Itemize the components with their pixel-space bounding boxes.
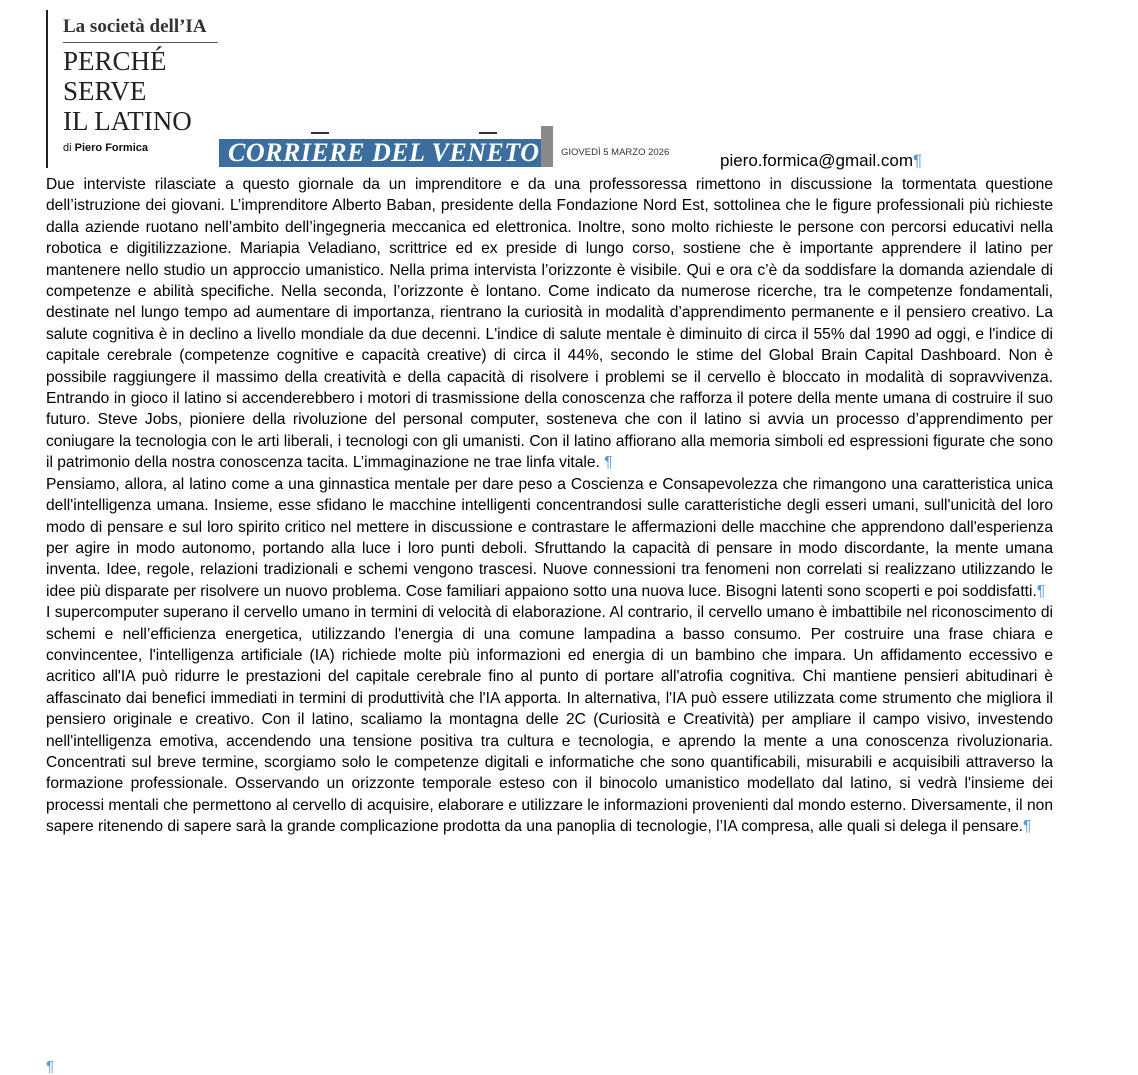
kicker-divider <box>63 42 218 43</box>
end-pilcrow-icon: ¶ <box>46 1058 55 1075</box>
masthead-title: CORRIERE DEL VENETO <box>228 138 540 167</box>
author-email[interactable] <box>720 151 922 171</box>
masthead-tick <box>311 132 329 134</box>
headline-line-3: IL LATINO <box>63 106 192 136</box>
byline-author: Piero Formica <box>74 142 148 154</box>
newspaper-clipping-header <box>46 10 220 168</box>
masthead-tick <box>479 132 497 134</box>
paragraph <box>46 474 1053 602</box>
paragraph-text: Due interviste rilasciate a questo giornale da un imprenditore e da una professoressa rimettono in discussione la tormentata questione dell’istruzione dei giovani. L’imprenditore Alberto Baban, presidente della Fondazione Nord Est, sottolinea che le figure professionali più richieste dalla aziende ruotano nell’ambito dell’ingegneria meccanica ed elettronica. Inoltre, sono molto richieste le persone con percorsi educativi nella robotica e digitilizzazione. Mariapia Veladiano, scrittrice ed ex preside di lungo corso, sostiene che è importante apprendere il latino per mantenere nello studio un approccio umanistico. Nella prima intervista l’orizzonte è visibile. Qui e ora c’è da soddisfare la domanda aziendale di competenze e abilità specifiche. Nella seconda, l’orizzonte è lontano. Come indicato da numerose ricerche, tra le competenze fondamentali, destinate nel lungo tempo ad aumentare di importanza, rientrano la curiosità in modalità d’apprendimento permanente e il pensiero creativo. La salute cognitiva è in declino a livello mondiale da due decenni. L'indice di salute mentale è diminuito di circa il 55% dal 1990 ad oggi, e l'indice di capitale cerebrale (competenze cognitive e capacità creative) di circa il 44%, secondo le stime del Global Brain Capital Dashboard. Non è possibile raggiungere il massimo della creatività e della capacità di risolvere i problemi se il cervello è bloccato in modalità di sopravvivenza. Entrando in gioco il latino si accenderebbero i motori di trasmissione della conoscenza che rafforza il potere della mente umana di costruire il suo futuro. Steve Jobs, pioniere della rivoluzione del personal computer, sosteneva che con il latino si avvia un processo d’apprendimento per coniugare la tecnologia con le arti liberali, i tecnologi con gli umanisti. Con il latino affiorano alla memoria simboli ed espressioni figurate che sono il patrimonio della nostra conoscenza tacita. L’immaginazione ne trae linfa vitale. <box>46 176 1053 472</box>
paragraph <box>46 174 1053 474</box>
byline <box>63 142 148 154</box>
pilcrow-icon: ¶ <box>604 454 613 472</box>
pilcrow-icon: ¶ <box>1022 818 1032 836</box>
section-kicker: La società dell’IA <box>63 16 207 37</box>
publication-date: GIOVEDÌ 5 MARZO 2026 <box>561 147 670 158</box>
paragraph-text: Pensiamo, allora, al latino come a una ginnastica mentale per dare peso a Coscienza e Consapevolezza che rimangono una caratteristica unica dell'intelligenza umana. Insieme, esse sfidano le macchine intelligenti concentrandosi sulle caratteristiche degli esseri umani, sull'unicità del loro modo di pensare e sul loro spirito critico nel mettere in discussione e contrastare le affermazioni delle macchine che apprendono dall'esperienza per agire in modo autonomo, portando alla luce i loro punti deboli. Sfruttando la capacità di pensare in modo discordante, la mente umana inventa. Idee, regole, relazioni tradizionali e schemi vengono trascesi. Nuove connessioni tra fenomeni non correlati si realizzano utilizzando le idee più disparate per risolvere un nuovo problema. Cose familiari appaiono sotto una nuova luce. Bisogni latenti sono scoperti e poi soddisfatti. <box>46 475 1053 600</box>
headline <box>63 46 192 136</box>
article-body <box>46 174 1053 838</box>
masthead-bar <box>219 139 541 167</box>
pilcrow-icon: ¶ <box>1036 582 1046 600</box>
author-email-text[interactable]: piero.formica@gmail.com <box>720 151 913 170</box>
headline-line-1: PERCHÉ <box>63 46 167 76</box>
headline-line-2: SERVE <box>63 76 147 106</box>
masthead-edge <box>541 126 553 167</box>
paragraph <box>46 602 1053 837</box>
byline-prefix: di <box>63 142 72 154</box>
pilcrow-icon: ¶ <box>912 151 923 170</box>
masthead-banner <box>219 126 553 167</box>
paragraph-text: I supercomputer superano il cervello umano in termini di velocità di elaborazione. Al contrario, il cervello umano è imbattibile nel riconoscimento di schemi e nell’efficienza energetica, utilizzando l'energia di una comune lampadina a basso consumo. Per costruire una frase chiara e convincentee, l'intelligenza artificiale (IA) richiede molte più informazioni ed energia di un bambino che impara. Un affidamento eccessivo e acritico all'IA può ridurre le prestazioni del capitale cerebrale fino al punto di portare all'atrofia cognitiva. Chi mantiene pensieri abitudinari è affascinato dai benefici immediati in termini di produttività che l'IA apporta. In alternativa, l'IA può essere utilizzata come strumento che migliora il pensiero originale e creativo. Con il latino, scaliamo la montagna delle 2C (Curiosità e Creatività) per ampliare il campo visivo, investendo nell'intelligenza emotiva, accendendo una tensione positiva tra cultura e tecnologia, e aprendo la mente a una conoscenza rivoluzionaria. Concentrati sul breve termine, scorgiamo solo le competenze digitali e informatiche che sono quantificabili, misurabili e acquisibili attraverso la formazione professionale. Osservando un orizzonte temporale esteso con il binocolo umanistico modellato dal latino, si vedrà l'insieme dei processi mentali che permettono al cervello di acquisire, elaborare e utilizzare le informazioni provenienti dal mondo esterno. Diversamente, il non sapere ritenendo di sapere sarà la grande complicazione prodotta da una panoplia di tecnologie, l’IA compresa, alle quali si delega il pensare. <box>46 604 1053 836</box>
